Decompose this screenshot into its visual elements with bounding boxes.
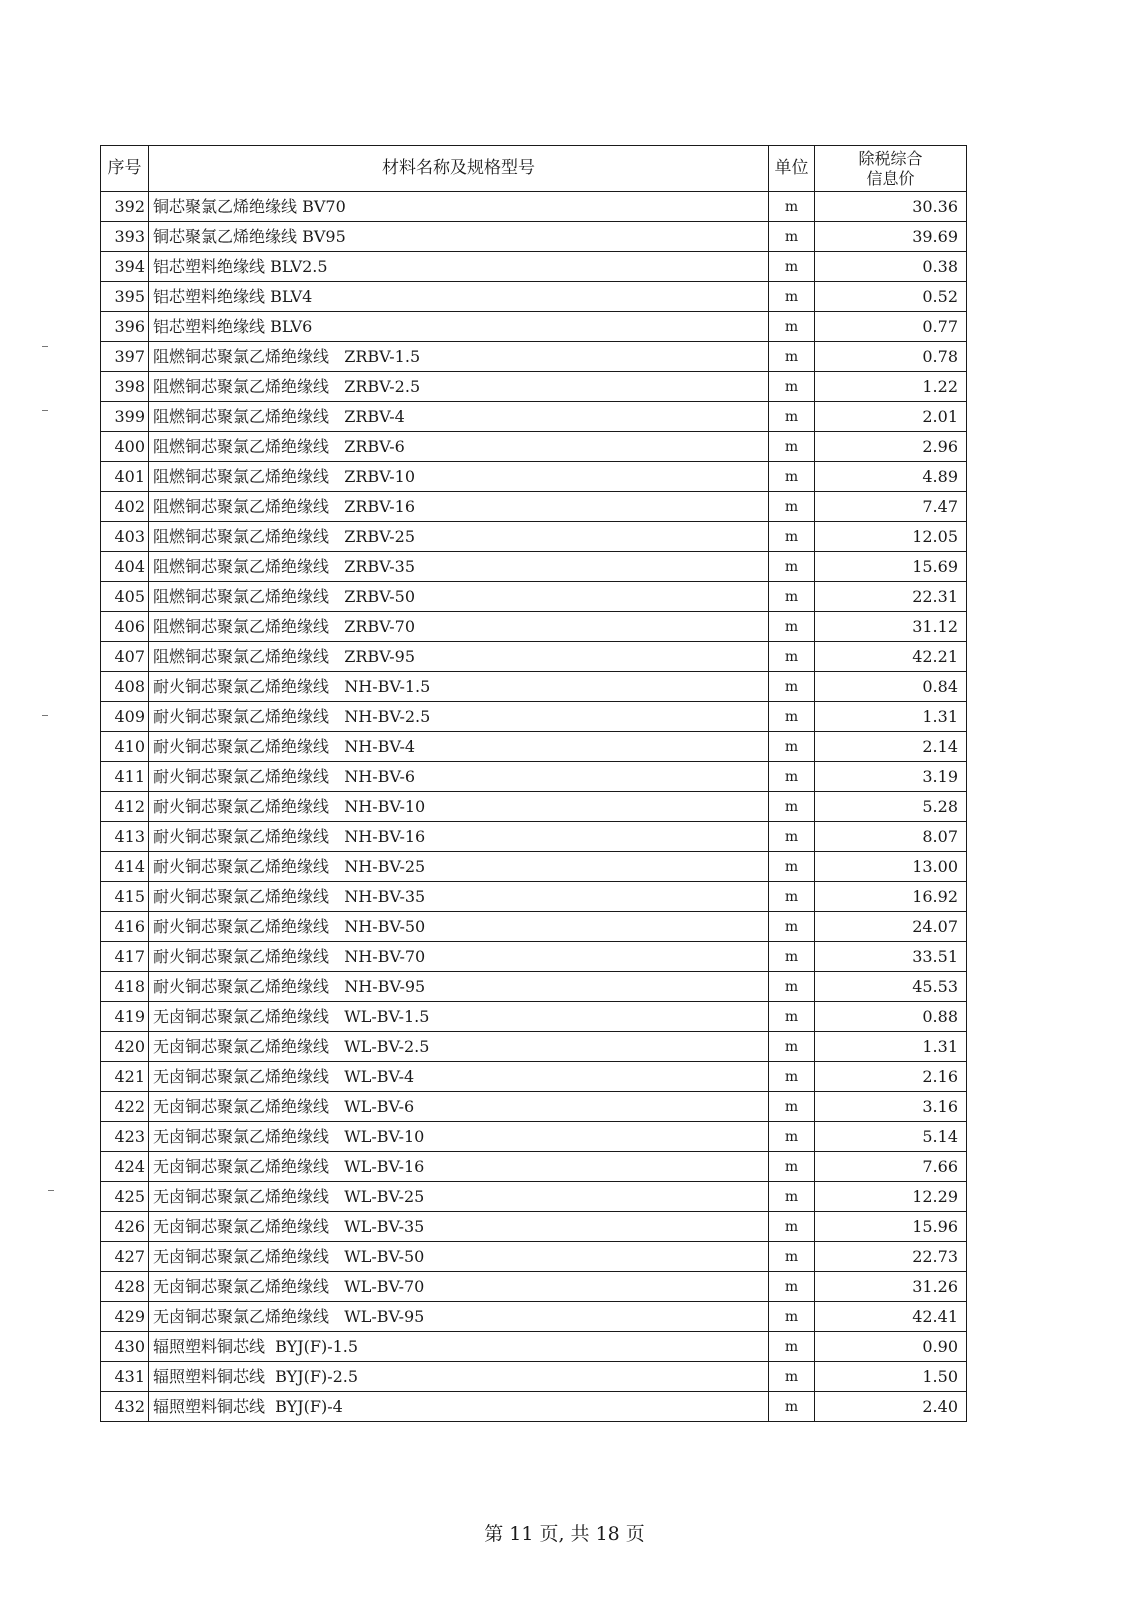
row-number: 400 xyxy=(101,432,149,462)
row-unit: m xyxy=(769,942,815,972)
table-row xyxy=(101,402,967,432)
table-row xyxy=(101,252,967,282)
row-number: 426 xyxy=(101,1212,149,1242)
row-number: 422 xyxy=(101,1092,149,1122)
row-unit: m xyxy=(769,402,815,432)
row-price: 7.66 xyxy=(815,1152,967,1182)
table-row xyxy=(101,192,967,222)
table-row xyxy=(101,312,967,342)
row-unit: m xyxy=(769,1302,815,1332)
row-material-name: 耐火铜芯聚氯乙烯绝缘线 NH-BV-50 xyxy=(149,912,769,942)
row-price: 0.78 xyxy=(815,342,967,372)
row-number: 416 xyxy=(101,912,149,942)
row-number: 417 xyxy=(101,942,149,972)
row-price: 39.69 xyxy=(815,222,967,252)
table-row xyxy=(101,822,967,852)
row-price: 12.29 xyxy=(815,1182,967,1212)
row-unit: m xyxy=(769,882,815,912)
row-price: 12.05 xyxy=(815,522,967,552)
row-material-name: 铜芯聚氯乙烯绝缘线 BV95 xyxy=(149,222,769,252)
row-unit: m xyxy=(769,1122,815,1152)
row-number: 405 xyxy=(101,582,149,612)
row-price: 0.88 xyxy=(815,1002,967,1032)
row-number: 429 xyxy=(101,1302,149,1332)
row-price: 2.01 xyxy=(815,402,967,432)
row-price: 7.47 xyxy=(815,492,967,522)
row-material-name: 无卤铜芯聚氯乙烯绝缘线 WL-BV-35 xyxy=(149,1212,769,1242)
scan-mark xyxy=(42,715,48,716)
table-row xyxy=(101,1122,967,1152)
row-price: 2.14 xyxy=(815,732,967,762)
row-material-name: 铝芯塑料绝缘线 BLV6 xyxy=(149,312,769,342)
page-number: 第 11 页, 共 18 页 xyxy=(484,1523,645,1545)
row-material-name: 辐照塑料铜芯线 BYJ(F)-1.5 xyxy=(149,1332,769,1362)
row-price: 5.14 xyxy=(815,1122,967,1152)
row-unit: m xyxy=(769,582,815,612)
table-row xyxy=(101,612,967,642)
row-number: 413 xyxy=(101,822,149,852)
row-material-name: 耐火铜芯聚氯乙烯绝缘线 NH-BV-1.5 xyxy=(149,672,769,702)
header-name: 材料名称及规格型号 xyxy=(149,146,769,192)
row-material-name: 阻燃铜芯聚氯乙烯绝缘线 ZRBV-10 xyxy=(149,462,769,492)
row-unit: m xyxy=(769,1332,815,1362)
row-price: 0.52 xyxy=(815,282,967,312)
table-row xyxy=(101,972,967,1002)
row-number: 395 xyxy=(101,282,149,312)
row-unit: m xyxy=(769,792,815,822)
row-price: 2.96 xyxy=(815,432,967,462)
row-price: 16.92 xyxy=(815,882,967,912)
row-material-name: 辐照塑料铜芯线 BYJ(F)-4 xyxy=(149,1392,769,1422)
row-unit: m xyxy=(769,732,815,762)
table-row xyxy=(101,1392,967,1422)
row-unit: m xyxy=(769,1062,815,1092)
row-material-name: 无卤铜芯聚氯乙烯绝缘线 WL-BV-4 xyxy=(149,1062,769,1092)
row-unit: m xyxy=(769,1392,815,1422)
row-price: 24.07 xyxy=(815,912,967,942)
table-row xyxy=(101,702,967,732)
price-table xyxy=(100,145,967,1422)
row-material-name: 无卤铜芯聚氯乙烯绝缘线 WL-BV-95 xyxy=(149,1302,769,1332)
table-row xyxy=(101,762,967,792)
row-price: 0.38 xyxy=(815,252,967,282)
row-number: 411 xyxy=(101,762,149,792)
table-row xyxy=(101,342,967,372)
row-unit: m xyxy=(769,522,815,552)
row-material-name: 无卤铜芯聚氯乙烯绝缘线 WL-BV-70 xyxy=(149,1272,769,1302)
row-material-name: 耐火铜芯聚氯乙烯绝缘线 NH-BV-2.5 xyxy=(149,702,769,732)
row-price: 22.73 xyxy=(815,1242,967,1272)
row-unit: m xyxy=(769,222,815,252)
row-material-name: 耐火铜芯聚氯乙烯绝缘线 NH-BV-10 xyxy=(149,792,769,822)
row-price: 15.69 xyxy=(815,552,967,582)
table-header-row xyxy=(101,146,967,192)
row-price: 15.96 xyxy=(815,1212,967,1242)
row-unit: m xyxy=(769,822,815,852)
table-row xyxy=(101,1212,967,1242)
row-number: 407 xyxy=(101,642,149,672)
row-unit: m xyxy=(769,972,815,1002)
row-material-name: 阻燃铜芯聚氯乙烯绝缘线 ZRBV-35 xyxy=(149,552,769,582)
row-number: 421 xyxy=(101,1062,149,1092)
row-material-name: 无卤铜芯聚氯乙烯绝缘线 WL-BV-50 xyxy=(149,1242,769,1272)
row-material-name: 无卤铜芯聚氯乙烯绝缘线 WL-BV-1.5 xyxy=(149,1002,769,1032)
row-unit: m xyxy=(769,1362,815,1392)
row-number: 410 xyxy=(101,732,149,762)
row-number: 431 xyxy=(101,1362,149,1392)
row-unit: m xyxy=(769,192,815,222)
table-row xyxy=(101,642,967,672)
row-unit: m xyxy=(769,1272,815,1302)
table-row xyxy=(101,552,967,582)
row-price: 2.40 xyxy=(815,1392,967,1422)
table-row xyxy=(101,1362,967,1392)
row-material-name: 阻燃铜芯聚氯乙烯绝缘线 ZRBV-16 xyxy=(149,492,769,522)
row-price: 3.16 xyxy=(815,1092,967,1122)
row-number: 418 xyxy=(101,972,149,1002)
row-number: 409 xyxy=(101,702,149,732)
row-material-name: 无卤铜芯聚氯乙烯绝缘线 WL-BV-2.5 xyxy=(149,1032,769,1062)
row-price: 4.89 xyxy=(815,462,967,492)
row-unit: m xyxy=(769,342,815,372)
table-row xyxy=(101,732,967,762)
row-price: 0.84 xyxy=(815,672,967,702)
table-row xyxy=(101,1032,967,1062)
table-body xyxy=(101,192,967,1422)
row-material-name: 无卤铜芯聚氯乙烯绝缘线 WL-BV-25 xyxy=(149,1182,769,1212)
row-unit: m xyxy=(769,282,815,312)
row-number: 424 xyxy=(101,1152,149,1182)
row-unit: m xyxy=(769,492,815,522)
row-material-name: 阻燃铜芯聚氯乙烯绝缘线 ZRBV-6 xyxy=(149,432,769,462)
table-row xyxy=(101,222,967,252)
row-price: 1.50 xyxy=(815,1362,967,1392)
table-row xyxy=(101,1062,967,1092)
row-unit: m xyxy=(769,642,815,672)
row-unit: m xyxy=(769,1152,815,1182)
row-material-name: 阻燃铜芯聚氯乙烯绝缘线 ZRBV-4 xyxy=(149,402,769,432)
row-price: 1.22 xyxy=(815,372,967,402)
row-number: 425 xyxy=(101,1182,149,1212)
row-number: 392 xyxy=(101,192,149,222)
row-number: 398 xyxy=(101,372,149,402)
row-number: 406 xyxy=(101,612,149,642)
row-unit: m xyxy=(769,462,815,492)
row-number: 412 xyxy=(101,792,149,822)
table-row xyxy=(101,1092,967,1122)
row-unit: m xyxy=(769,1212,815,1242)
row-unit: m xyxy=(769,762,815,792)
table-row xyxy=(101,882,967,912)
row-unit: m xyxy=(769,372,815,402)
row-price: 8.07 xyxy=(815,822,967,852)
row-unit: m xyxy=(769,1092,815,1122)
row-unit: m xyxy=(769,1002,815,1032)
table-row xyxy=(101,1182,967,1212)
row-number: 401 xyxy=(101,462,149,492)
row-price: 0.90 xyxy=(815,1332,967,1362)
table-row xyxy=(101,282,967,312)
row-material-name: 耐火铜芯聚氯乙烯绝缘线 NH-BV-35 xyxy=(149,882,769,912)
row-material-name: 阻燃铜芯聚氯乙烯绝缘线 ZRBV-2.5 xyxy=(149,372,769,402)
row-number: 427 xyxy=(101,1242,149,1272)
row-number: 423 xyxy=(101,1122,149,1152)
row-number: 408 xyxy=(101,672,149,702)
row-material-name: 阻燃铜芯聚氯乙烯绝缘线 ZRBV-50 xyxy=(149,582,769,612)
table-row xyxy=(101,1152,967,1182)
table-row xyxy=(101,852,967,882)
row-unit: m xyxy=(769,912,815,942)
row-unit: m xyxy=(769,1182,815,1212)
row-unit: m xyxy=(769,702,815,732)
row-price: 2.16 xyxy=(815,1062,967,1092)
header-no: 序号 xyxy=(101,146,149,192)
row-material-name: 阻燃铜芯聚氯乙烯绝缘线 ZRBV-70 xyxy=(149,612,769,642)
row-price: 1.31 xyxy=(815,1032,967,1062)
row-number: 397 xyxy=(101,342,149,372)
scan-mark xyxy=(48,1190,54,1191)
scan-mark xyxy=(42,346,48,347)
row-number: 399 xyxy=(101,402,149,432)
table-row xyxy=(101,672,967,702)
table-row xyxy=(101,522,967,552)
row-unit: m xyxy=(769,312,815,342)
row-material-name: 铜芯聚氯乙烯绝缘线 BV70 xyxy=(149,192,769,222)
row-unit: m xyxy=(769,432,815,462)
row-material-name: 无卤铜芯聚氯乙烯绝缘线 WL-BV-10 xyxy=(149,1122,769,1152)
row-unit: m xyxy=(769,252,815,282)
row-number: 420 xyxy=(101,1032,149,1062)
row-material-name: 辐照塑料铜芯线 BYJ(F)-2.5 xyxy=(149,1362,769,1392)
row-material-name: 耐火铜芯聚氯乙烯绝缘线 NH-BV-4 xyxy=(149,732,769,762)
row-material-name: 耐火铜芯聚氯乙烯绝缘线 NH-BV-95 xyxy=(149,972,769,1002)
row-price: 31.26 xyxy=(815,1272,967,1302)
row-price: 30.36 xyxy=(815,192,967,222)
row-material-name: 耐火铜芯聚氯乙烯绝缘线 NH-BV-6 xyxy=(149,762,769,792)
row-number: 430 xyxy=(101,1332,149,1362)
row-material-name: 耐火铜芯聚氯乙烯绝缘线 NH-BV-16 xyxy=(149,822,769,852)
row-price: 45.53 xyxy=(815,972,967,1002)
row-unit: m xyxy=(769,612,815,642)
scan-mark xyxy=(42,410,48,411)
row-number: 393 xyxy=(101,222,149,252)
row-unit: m xyxy=(769,1032,815,1062)
table-row xyxy=(101,372,967,402)
row-material-name: 铝芯塑料绝缘线 BLV2.5 xyxy=(149,252,769,282)
row-number: 414 xyxy=(101,852,149,882)
row-price: 42.21 xyxy=(815,642,967,672)
row-number: 432 xyxy=(101,1392,149,1422)
row-price: 22.31 xyxy=(815,582,967,612)
header-price-line2: 信息价 xyxy=(866,168,915,188)
table-row xyxy=(101,462,967,492)
row-unit: m xyxy=(769,1242,815,1272)
row-number: 394 xyxy=(101,252,149,282)
row-number: 415 xyxy=(101,882,149,912)
row-price: 1.31 xyxy=(815,702,967,732)
row-unit: m xyxy=(769,552,815,582)
row-unit: m xyxy=(769,852,815,882)
row-unit: m xyxy=(769,672,815,702)
table-row xyxy=(101,432,967,462)
row-price: 3.19 xyxy=(815,762,967,792)
table-row xyxy=(101,1302,967,1332)
row-number: 428 xyxy=(101,1272,149,1302)
row-number: 402 xyxy=(101,492,149,522)
row-material-name: 铝芯塑料绝缘线 BLV4 xyxy=(149,282,769,312)
row-material-name: 耐火铜芯聚氯乙烯绝缘线 NH-BV-25 xyxy=(149,852,769,882)
row-number: 396 xyxy=(101,312,149,342)
header-price-line1: 除税综合 xyxy=(858,148,923,168)
row-price: 0.77 xyxy=(815,312,967,342)
row-number: 403 xyxy=(101,522,149,552)
row-material-name: 耐火铜芯聚氯乙烯绝缘线 NH-BV-70 xyxy=(149,942,769,972)
table-row xyxy=(101,1002,967,1032)
row-price: 5.28 xyxy=(815,792,967,822)
row-number: 419 xyxy=(101,1002,149,1032)
table-row xyxy=(101,582,967,612)
table-row xyxy=(101,912,967,942)
row-material-name: 无卤铜芯聚氯乙烯绝缘线 WL-BV-6 xyxy=(149,1092,769,1122)
row-price: 13.00 xyxy=(815,852,967,882)
row-material-name: 阻燃铜芯聚氯乙烯绝缘线 ZRBV-95 xyxy=(149,642,769,672)
table-row xyxy=(101,942,967,972)
header-price xyxy=(815,146,967,192)
table-row xyxy=(101,1272,967,1302)
table-row xyxy=(101,1332,967,1362)
table-row xyxy=(101,1242,967,1272)
row-price: 31.12 xyxy=(815,612,967,642)
row-price: 33.51 xyxy=(815,942,967,972)
header-unit: 单位 xyxy=(769,146,815,192)
row-material-name: 阻燃铜芯聚氯乙烯绝缘线 ZRBV-25 xyxy=(149,522,769,552)
table-row xyxy=(101,492,967,522)
row-number: 404 xyxy=(101,552,149,582)
row-material-name: 无卤铜芯聚氯乙烯绝缘线 WL-BV-16 xyxy=(149,1152,769,1182)
row-material-name: 阻燃铜芯聚氯乙烯绝缘线 ZRBV-1.5 xyxy=(149,342,769,372)
table-row xyxy=(101,792,967,822)
row-price: 42.41 xyxy=(815,1302,967,1332)
